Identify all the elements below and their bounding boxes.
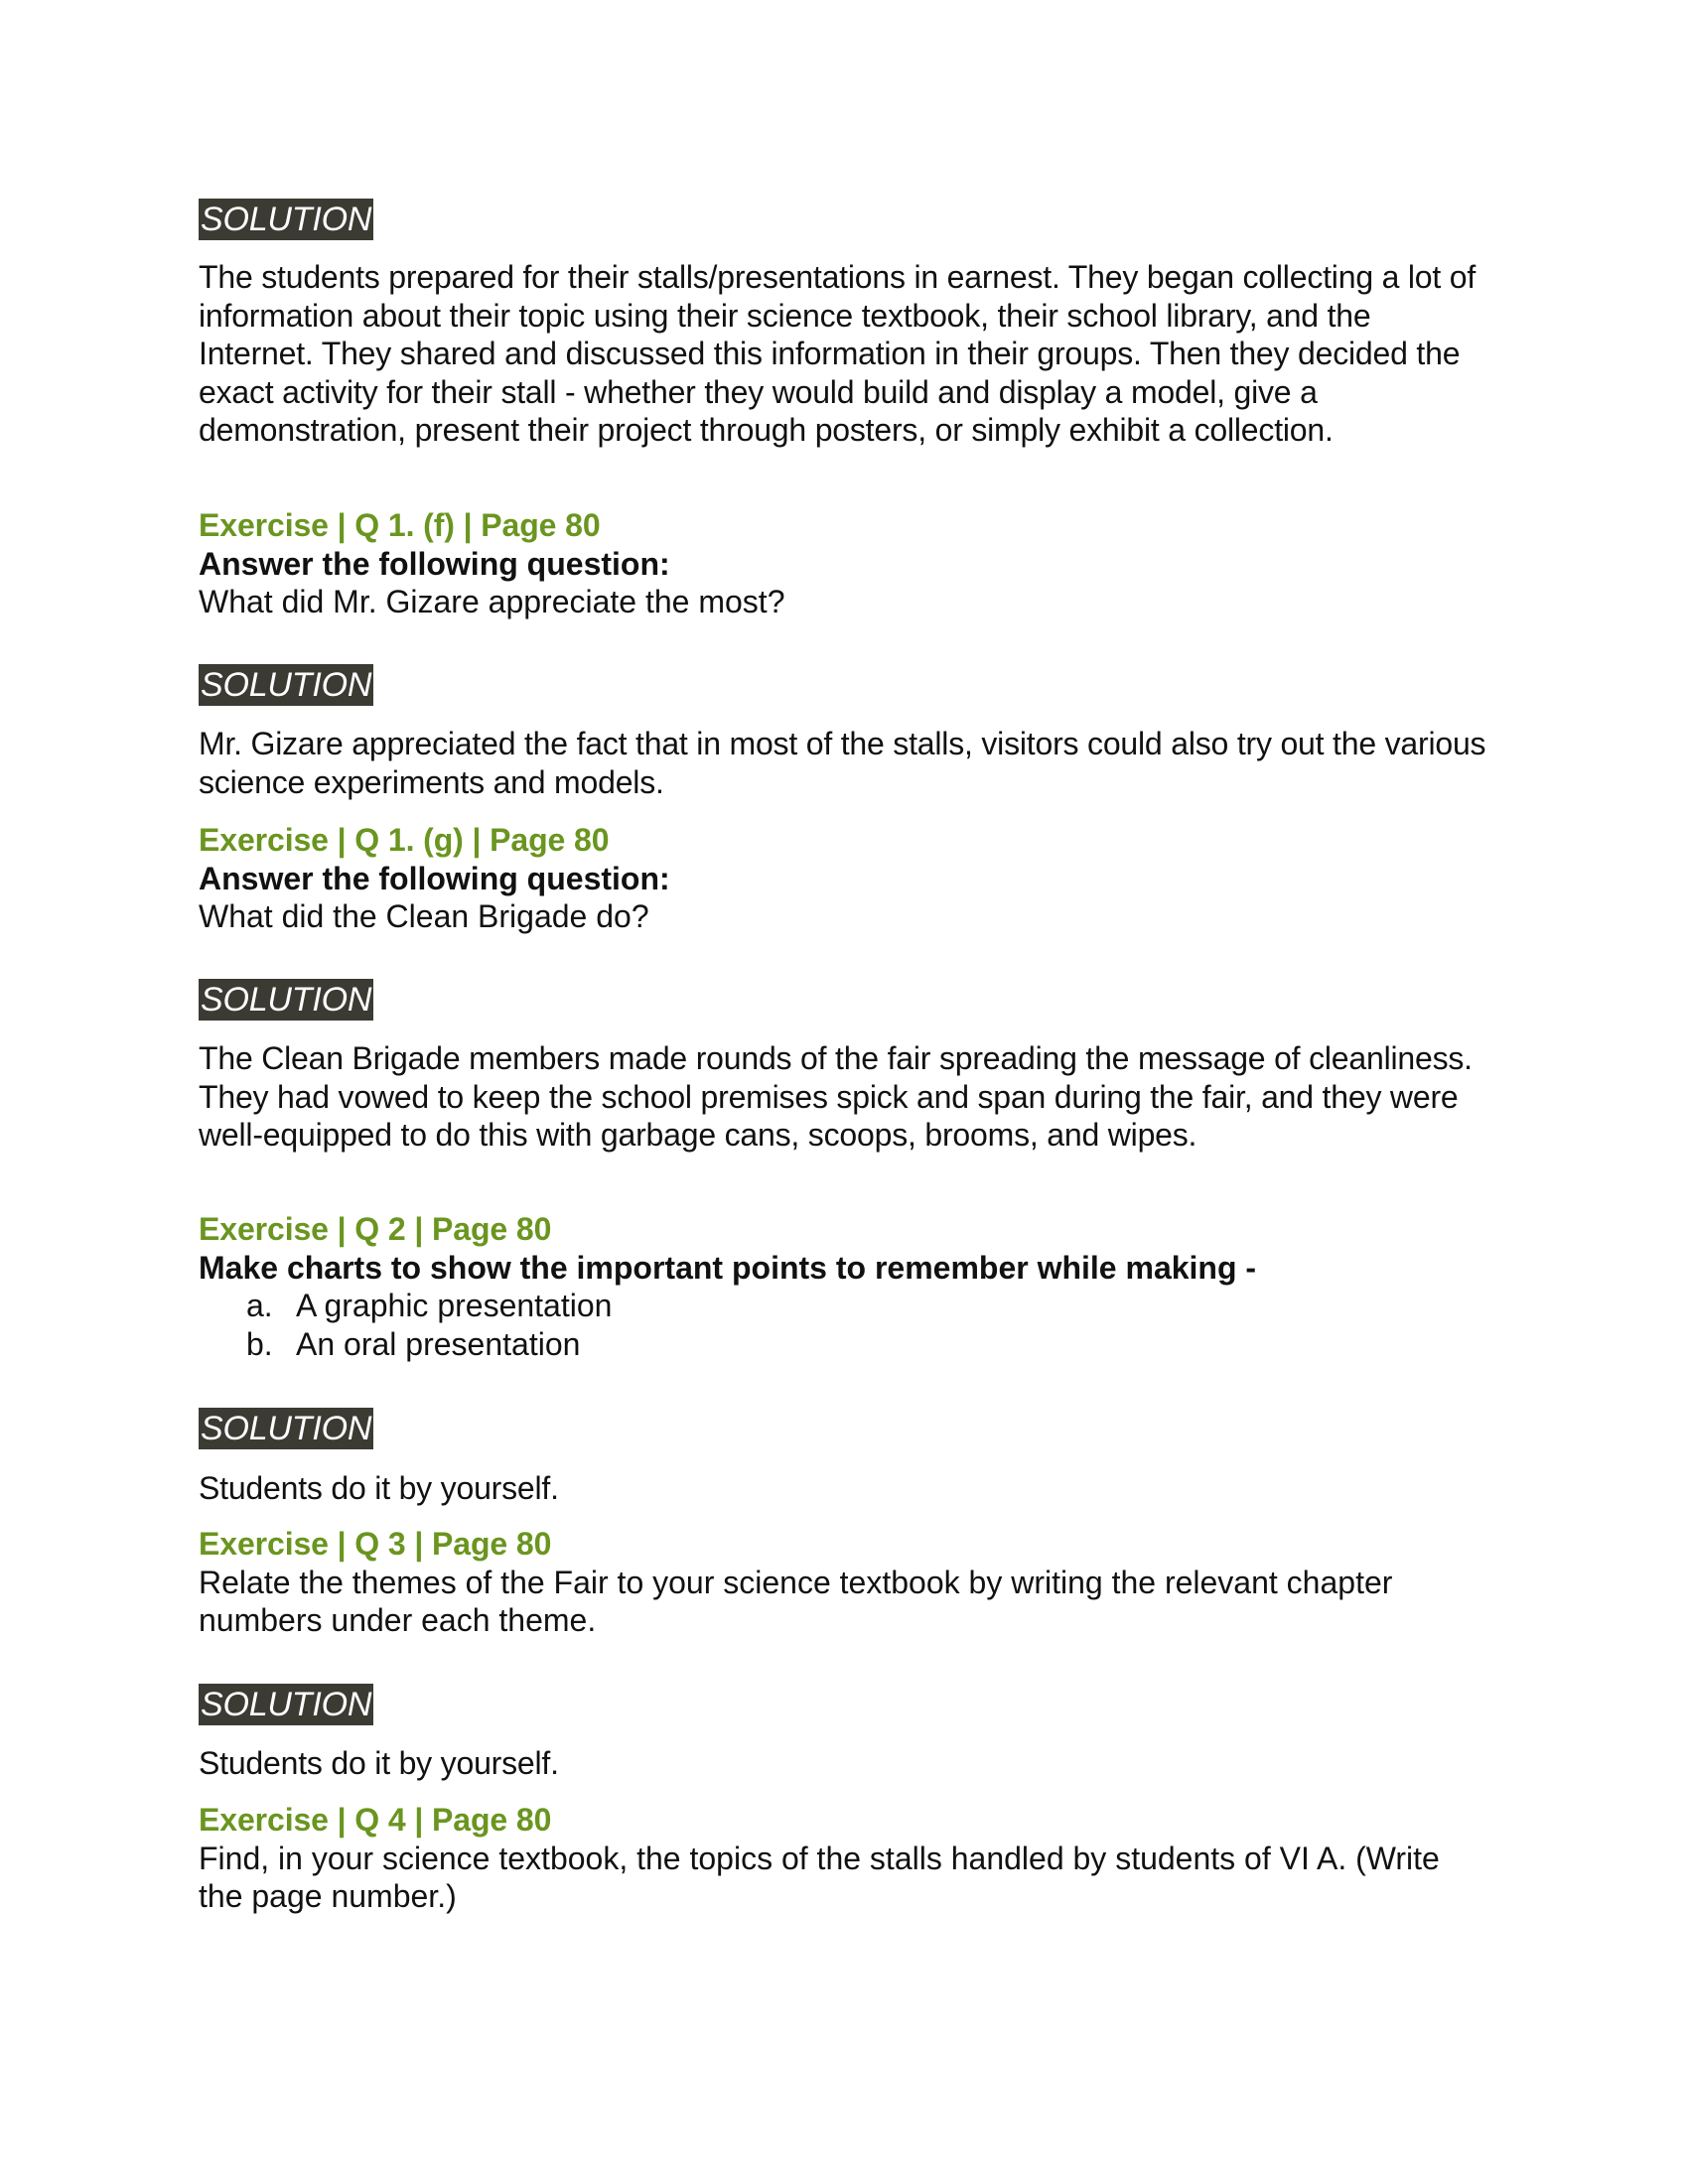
exercise-heading: Exercise | Q 3 | Page 80: [199, 1526, 552, 1562]
exercise-block: [199, 506, 784, 620]
option-marker: a.: [246, 1288, 273, 1323]
exercise-heading: Exercise | Q 1. (g) | Page 80: [199, 822, 610, 858]
solution-label: SOLUTION: [201, 666, 372, 704]
option-marker: b.: [246, 1326, 273, 1362]
solution-badge: [199, 664, 373, 706]
solution-label: SOLUTION: [201, 981, 372, 1019]
list-item: [246, 1325, 1256, 1364]
solution-badge: [199, 979, 373, 1021]
solution-text: The students prepared for their stalls/presentations in earnest. They began collecting a lot of information about their topic using their science textbook, their school library, and the Internet. They shared and discussed this information in their groups. Then they decided the exact activity for their stall - whether they would build and display a model, give a demonstration, present their project through posters, or simply exhibit a collection.: [199, 259, 1477, 448]
exercise-block: [199, 1801, 1489, 1915]
question-instruction: Answer the following question:: [199, 546, 670, 582]
solution-badge: [199, 1408, 373, 1449]
solution-badge: [199, 1684, 373, 1725]
list-item: [246, 1287, 1256, 1325]
solution-label: SOLUTION: [201, 1410, 372, 1447]
solution-badge: [199, 199, 373, 240]
exercise-heading: Exercise | Q 4 | Page 80: [199, 1802, 552, 1838]
exercise-block: [199, 1525, 1489, 1639]
solution-text: The Clean Brigade members made rounds of the fair spreading the message of cleanliness. They had vowed to keep the school premises spick and span during the fair, and they were well-equipped to do this with garbage cans, scoops, brooms, and wipes.: [199, 1040, 1473, 1153]
exercise-heading: Exercise | Q 2 | Page 80: [199, 1211, 552, 1247]
question-instruction: Make charts to show the important points to remember while making -: [199, 1250, 1257, 1286]
solution-text: Students do it by yourself.: [199, 1470, 559, 1506]
option-text: A graphic presentation: [296, 1288, 613, 1323]
exercise-block: [199, 821, 670, 935]
solution-text: Mr. Gizare appreciated the fact that in most of the stalls, visitors could also try out the various science experiments and models.: [199, 726, 1486, 800]
question-text: Relate the themes of the Fair to your science textbook by writing the relevant chapter numbers under each theme.: [199, 1565, 1393, 1638]
question-text: Find, in your science textbook, the topics of the stalls handled by students of VI A. (Write the page number.): [199, 1841, 1440, 1914]
solution-label: SOLUTION: [201, 201, 372, 238]
solution-text: Students do it by yourself.: [199, 1745, 559, 1781]
exercise-heading: Exercise | Q 1. (f) | Page 80: [199, 507, 601, 543]
option-text: An oral presentation: [296, 1326, 581, 1362]
option-list: [199, 1287, 1256, 1364]
question-instruction: Answer the following question:: [199, 861, 670, 896]
solution-label: SOLUTION: [201, 1686, 372, 1723]
exercise-block: [199, 1210, 1256, 1364]
question-text: What did Mr. Gizare appreciate the most?: [199, 584, 785, 619]
question-text: What did the Clean Brigade do?: [199, 898, 649, 934]
